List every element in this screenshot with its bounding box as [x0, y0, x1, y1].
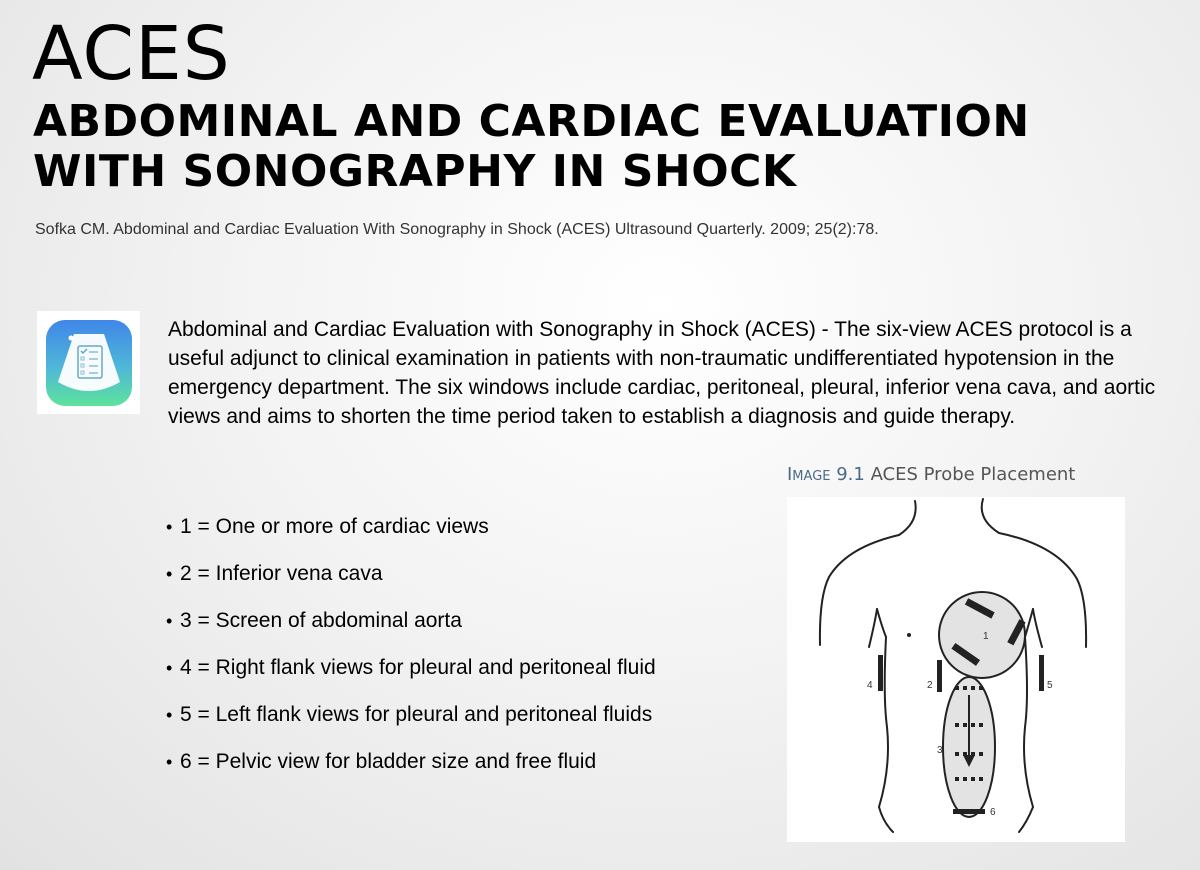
list-item-text: 6 = Pelvic view for bladder size and free fluid [180, 750, 597, 773]
marker-3-label: 3 [937, 745, 943, 756]
view-list [166, 512, 656, 794]
left-hip-line [879, 807, 893, 832]
list-item-text: 1 = One or more of cardiac views [180, 515, 489, 538]
list-item [166, 700, 656, 747]
slide-subtitle: ABDOMINAL AND CARDIAC EVALUATION WITH SONOGRAPHY IN SHOCK [33, 96, 1030, 197]
figure-caption-text: ACES Probe Placement [870, 464, 1076, 485]
bullet-icon: • [166, 611, 173, 631]
right-armpit-line [1033, 609, 1042, 647]
neck-left-line [899, 501, 916, 535]
bullet-icon: • [166, 517, 173, 537]
list-item [166, 559, 656, 606]
ivc-probe-marker [937, 660, 942, 692]
figure-label: Image 9.1 [787, 464, 865, 485]
marker-5-label: 5 [1047, 680, 1053, 691]
nipple-dot [907, 633, 911, 637]
marker-4-label: 4 [867, 680, 873, 691]
left-armpit-inner-line [877, 609, 886, 637]
bullet-icon: • [166, 705, 173, 725]
marker-6-label: 6 [990, 807, 996, 818]
list-item [166, 606, 656, 653]
list-item-text: 5 = Left flank views for pleural and peritoneal fluids [180, 703, 653, 726]
figure-caption [787, 464, 1075, 485]
app-icon-frame [37, 311, 140, 414]
aorta-window [937, 677, 995, 817]
right-hip-line [1019, 807, 1033, 832]
right-armpit-inner-line [1025, 609, 1033, 637]
torso-diagram-svg [787, 497, 1125, 842]
right-flank-probe-marker [878, 655, 883, 691]
slide-title: ACES [32, 11, 231, 97]
cardiac-window [939, 592, 1026, 678]
left-armpit-line [869, 609, 877, 647]
list-item [166, 512, 656, 559]
neck-right-line [982, 499, 999, 533]
left-flank-probe-marker [1039, 655, 1044, 691]
list-item-text: 2 = Inferior vena cava [180, 562, 383, 585]
bullet-icon: • [166, 752, 173, 772]
pelvic-probe-marker [953, 809, 985, 814]
marker-2-label: 2 [927, 680, 933, 691]
protocol-description: Abdominal and Cardiac Evaluation with Sonography in Shock (ACES) - The six-view ACES protocol is a useful adjunct to clinical examination in patients with non-traumatic undifferentiated hypotension in the emergency department. The six windows include cardiac, peritoneal, pleural, inferior vena cava, and aortic views and aims to shorten the time period taken to establish a diagnosis and guide therapy. [168, 318, 1156, 428]
bullet-icon: • [166, 564, 173, 584]
citation: Sofka CM. Abdominal and Cardiac Evaluation With Sonography in Shock (ACES) Ultrasound Quarterly. 2009; 25(2):78. [35, 221, 879, 238]
right-torso-line [1024, 637, 1033, 807]
ultrasound-checklist-icon [46, 320, 132, 406]
left-shoulder-line [820, 535, 899, 645]
bullet-icon: • [166, 658, 173, 678]
list-item-text: 3 = Screen of abdominal aorta [180, 609, 462, 632]
probe-placement-diagram [787, 497, 1125, 842]
list-item [166, 653, 656, 700]
marker-1-label: 1 [983, 631, 989, 642]
list-item-text: 4 = Right flank views for pleural and peritoneal fluid [180, 656, 656, 679]
list-item [166, 747, 656, 794]
